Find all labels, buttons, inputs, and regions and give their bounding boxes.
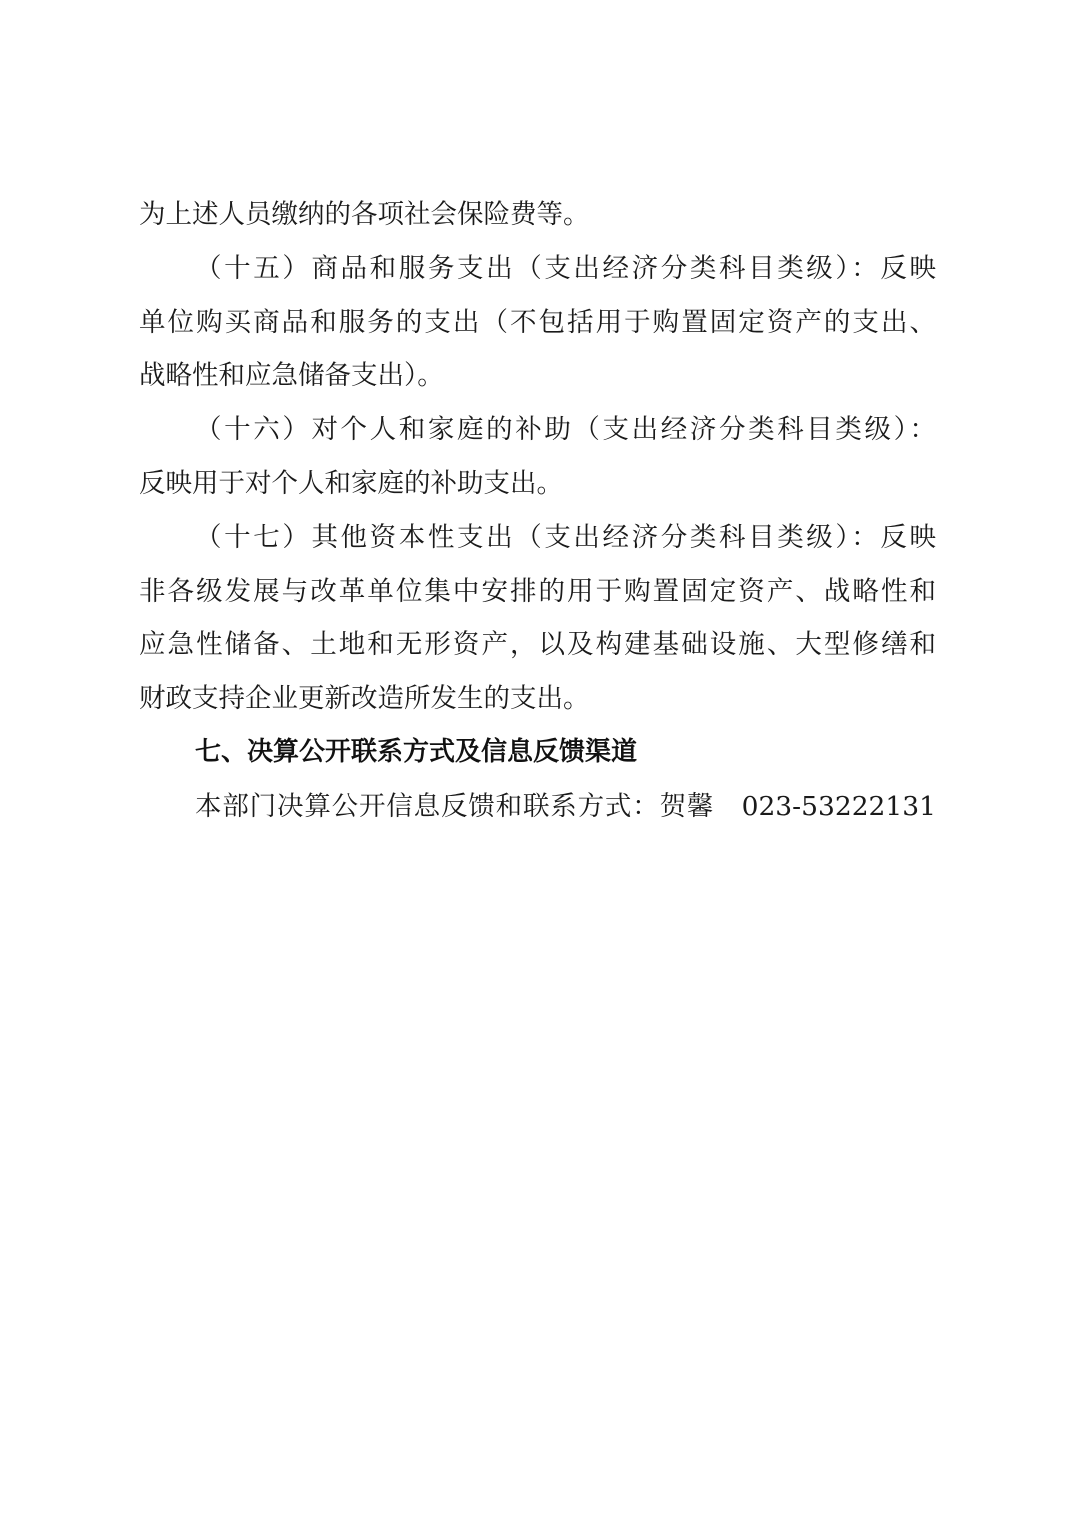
paragraph-other-capital — [139, 511, 936, 726]
text-line: （十五）商品和服务支出（支出经济分类科目类级）：反映 — [195, 252, 936, 284]
text-line: 应急性储备、土地和无形资产，以及构建基础设施、大型修缮和 — [139, 629, 936, 661]
section-contact — [139, 726, 936, 834]
paragraph-social-insurance — [139, 188, 936, 242]
section-heading: 七、决算公开联系方式及信息反馈渠道 — [195, 736, 638, 767]
text-line: 反映用于对个人和家庭的补助支出。 — [139, 467, 563, 499]
text-line: 为上述人员缴纳的各项社会保险费等。 — [139, 199, 590, 230]
paragraph-household-subsidy — [139, 403, 936, 511]
text-line: 非各级发展与改革单位集中安排的用于购置固定资产、战略性和 — [139, 575, 936, 607]
paragraph-goods-services — [139, 242, 936, 403]
contact-info: 本部门决算公开信息反馈和联系方式：贺馨 023-53222131 — [195, 790, 936, 822]
text-line: （十七）其他资本性支出（支出经济分类科目类级）：反映 — [195, 521, 936, 553]
text-line: 单位购买商品和服务的支出（不包括用于购置固定资产的支出、 — [139, 306, 936, 338]
text-line: 财政支持企业更新改造所发生的支出。 — [139, 683, 590, 715]
text-line: （十六）对个人和家庭的补助（支出经济分类科目类级）： — [195, 414, 936, 446]
document-body — [139, 188, 936, 834]
text-line: 战略性和应急储备支出）。 — [139, 360, 444, 392]
